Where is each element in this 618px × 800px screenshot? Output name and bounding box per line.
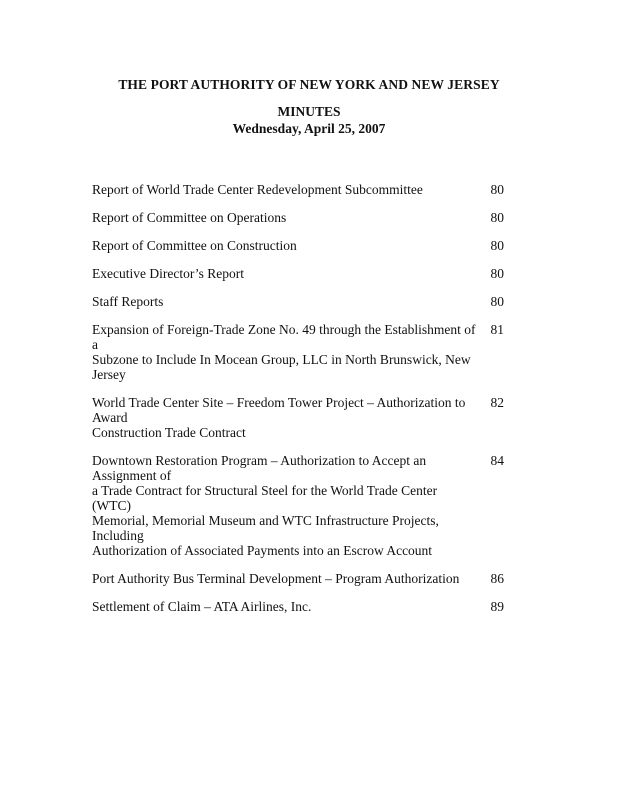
toc-item-title: Executive Director’s Report (92, 266, 244, 281)
organization-title: THE PORT AUTHORITY OF NEW YORK AND NEW JERSEY (118, 77, 500, 92)
toc-item-title: Expansion of Foreign-Trade Zone No. 49 through the Establishment of a Subzone to Include In Mocean Group, LLC in North Brunswick, New Jersey (92, 322, 476, 382)
toc-item-title: Report of Committee on Construction (92, 238, 297, 253)
toc-item-title: Port Authority Bus Terminal Development – Program Authorization (92, 571, 460, 586)
toc-item-title: Settlement of Claim – ATA Airlines, Inc. (92, 599, 312, 614)
toc-item-title: Staff Reports (92, 294, 164, 309)
toc-item-page: 89 (490, 599, 504, 614)
toc-item-page: 86 (490, 571, 504, 586)
toc-item (92, 322, 510, 382)
toc-item-page: 80 (490, 266, 504, 281)
toc-item-page: 80 (490, 238, 504, 253)
toc-item (92, 182, 510, 197)
toc-item (92, 599, 510, 614)
toc-item-page: 80 (490, 210, 504, 225)
toc-item-title: Report of Committee on Operations (92, 210, 287, 225)
toc-item (92, 294, 510, 309)
toc-item (92, 571, 510, 586)
toc-item-page: 84 (490, 453, 504, 468)
toc-item (92, 210, 510, 225)
toc-item-page: 82 (490, 395, 504, 410)
toc-item-title: Report of World Trade Center Redevelopment Subcommittee (92, 182, 423, 197)
toc-item-title: World Trade Center Site – Freedom Tower Project – Authorization to Award Construction Trade Contract (92, 395, 466, 440)
toc-item (92, 266, 510, 281)
toc-item-page: 80 (490, 294, 504, 309)
toc-item-page: 80 (490, 182, 504, 197)
table-of-contents (92, 182, 510, 614)
toc-item-page: 81 (490, 322, 504, 337)
meeting-date: Wednesday, April 25, 2007 (232, 121, 386, 136)
minutes-heading: MINUTES (277, 104, 341, 119)
toc-item (92, 238, 510, 253)
toc-item (92, 453, 510, 558)
toc-item-title: Downtown Restoration Program – Authorization to Accept an Assignment of a Trade Contract for Structural Steel for the World Trade Center (WTC) Memorial, Memorial Museum and WTC Infrastructure Projects, Including Authorization of Associated Payments into an Escrow Account (92, 453, 439, 558)
toc-item (92, 395, 510, 440)
